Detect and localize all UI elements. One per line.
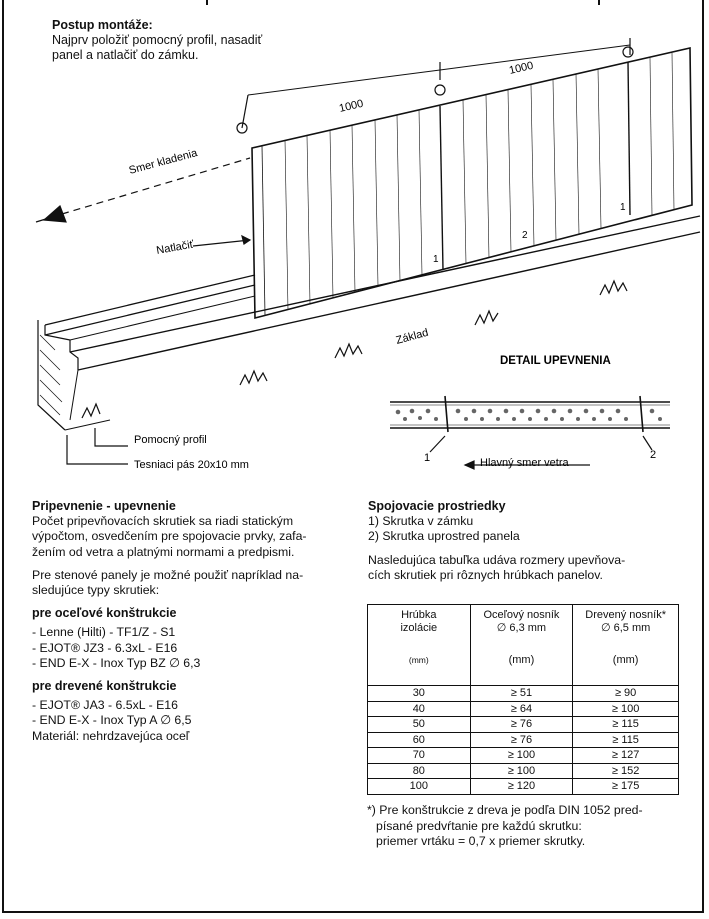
footnote-line: priemer vrtáku = 0,7 x priemer skrutky. [376,834,586,848]
header-wood-beam: Drevený nosník* ∅ 6,5 mm (mm) [573,605,679,686]
screw-mark-1a: 1 [433,254,439,265]
auxiliary-profile-label: Pomocný profil [134,434,207,446]
detail-mark-1: 1 [424,452,431,464]
table-row: 30 ≥ 51 ≥ 90 [368,686,679,702]
press-label: Natlačiť [155,238,195,257]
material-text: Materiál: nehrdzavejúca oceľ [32,728,190,743]
screw-types-text: Pre stenové panely je možné použiť napríklad na- [32,567,304,582]
laying-direction-label: Smer kladenia [127,147,199,177]
table-intro-text: Nasledujúca tabuľka udáva rozmery upevňova- [368,552,626,567]
table-row: 50 ≥ 76 ≥ 115 [368,717,679,733]
fasteners-heading: Spojovacie prostriedky [368,499,506,513]
steel-heading: pre oceľové konštrukcie [32,606,177,621]
fastening-text: žením od vetra a platnými normami a predpismi. [32,544,295,559]
table-row: 40 ≥ 64 ≥ 100 [368,701,679,717]
screw-mark-2: 2 [522,230,528,241]
intro-text-line-2: panel a natlačiť do zámku. [52,48,199,62]
table-row: 100 ≥ 120 ≥ 175 [368,779,679,795]
footnote-line: *) Pre konštrukcie z dreva je podľa DIN 1052 pred- [367,803,643,817]
table-header-row [368,605,679,686]
fastener-item: 1) Skrutka v zámku [368,514,474,529]
header-insulation: Hrúbka izolácie (mm) [368,605,471,686]
wind-direction-label: Hlavný smer vetra [480,457,569,469]
foundation-label: Základ [394,326,430,347]
dimension-label-left: 1000 [337,97,365,115]
fastening-heading: Pripevnenie - upevnenie [32,499,176,513]
footnote [367,803,687,850]
steel-screw-item: - EJOT® JZ3 - 6.3xL - E16 [32,640,178,655]
table-row: 70 ≥ 100 ≥ 127 [368,748,679,764]
wood-screw-item: - EJOT® JA3 - 6.5xL - E16 [32,698,178,713]
wood-screw-item: - END E-X - Inox Typ A ∅ 6,5 [32,713,192,728]
dimension-label-right: 1000 [507,59,535,77]
fastening-section [32,499,362,744]
intro-heading: Postup montáže: [52,18,153,32]
fastener-item: 2) Skrutka uprostred panela [368,529,520,544]
steel-screw-item: - END E-X - Inox Typ BZ ∅ 6,3 [32,655,201,670]
detail-title: DETAIL UPEVNENIA [500,355,611,367]
header-steel-beam: Oceľový nosník ∅ 6,3 mm (mm) [470,605,573,686]
table-row: 60 ≥ 76 ≥ 115 [368,732,679,748]
fastening-text: Počet pripevňovacích skrutiek sa riadi statickým [32,514,294,529]
fasteners-section [368,499,698,583]
screw-dimensions-table [367,604,679,795]
screw-mark-1b: 1 [620,202,626,213]
table-row: 80 ≥ 100 ≥ 152 [368,763,679,779]
footnote-line: písané predvŕtanie pre každú skrutku: [376,818,582,833]
fastening-text: výpočtom, osvedčením pre spojovacie prvky, zafa- [32,529,307,544]
intro-text-line-1: Najprv položiť pomocný profil, nasadiť [52,33,263,47]
table-intro-text: cích skrutiek pri rôznych hrúbkach panelov. [368,567,603,582]
detail-mark-2: 2 [650,449,657,461]
wood-heading: pre drevené konštrukcie [32,679,177,694]
screw-types-text: sledujúce typy skrutiek: [32,583,160,598]
sealing-tape-label: Tesniaci pás 20x10 mm [134,459,249,471]
steel-screw-item: - Lenne (Hilti) - TF1/Z - S1 [32,625,176,640]
